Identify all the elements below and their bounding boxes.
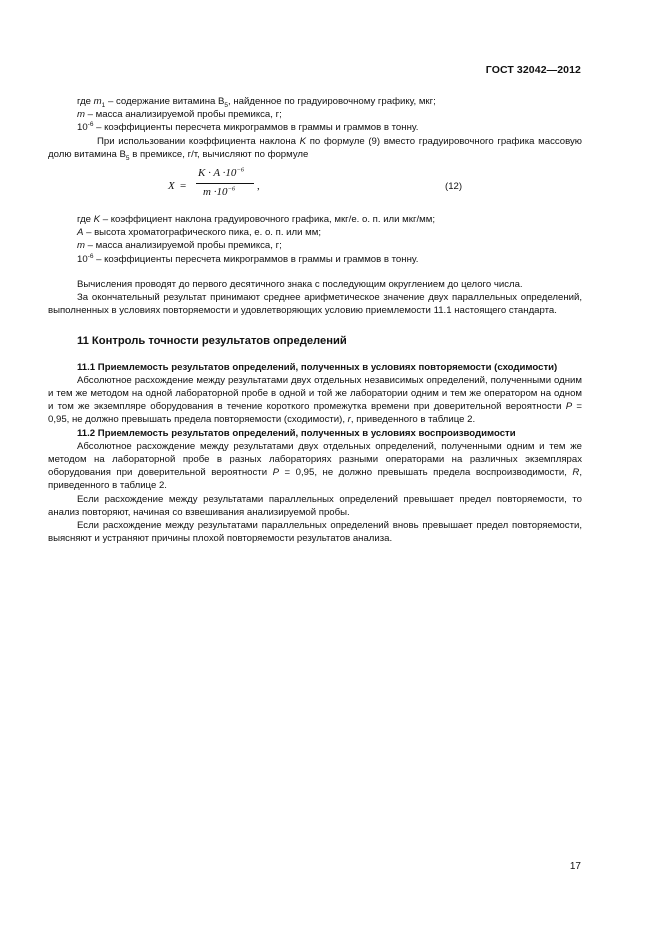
subscript: 1 xyxy=(101,101,106,109)
formula-12 xyxy=(77,165,582,209)
paragraph-text: При использовании коэффициента наклона xyxy=(97,135,300,147)
numerator-text: K · A ·10 xyxy=(198,167,237,180)
paragraph-text: по формуле (9) вместо градуировочного графика массовую долю витамина В xyxy=(48,135,582,160)
paragraph-text: в премиксе, г/т, вычисляют по формуле xyxy=(129,148,309,160)
paragraph-text: Абсолютное расхождение между результатами двух отдельных независимых определений, полученными одним и тем же методом на одной лабораторной пробе в одной и той же лаборатории одним и тем же оператором на одном и том же экземпляре оборудования в течение короткого промежутка времени при доверительной вероятности xyxy=(48,374,582,413)
paragraph-repeat-analysis: Если расхождение между результатами параллельных определений превышает предел повторяемости, то анализ повторяют, начиная со взвешивания анализируемой пробы. xyxy=(48,493,582,518)
spacer xyxy=(77,266,582,278)
var-A: A xyxy=(77,227,84,239)
section-title: 11 Контроль точности результатов определений xyxy=(77,335,347,348)
page-number: 17 xyxy=(569,861,581,872)
var-m: m xyxy=(93,96,102,107)
formula-lhs: X xyxy=(168,180,175,193)
coef-base: 10 xyxy=(77,122,88,134)
paragraph-text: , приведенного в таблице 2. xyxy=(350,414,476,426)
superscript: -6 xyxy=(87,252,94,260)
formula-numerator xyxy=(198,167,244,180)
paragraph-final-result: За окончательный результат принимают среднее арифметическое значение двух параллельных определений, выполненных в условиях повторяемости и удовлетворяющих условию приемлемости 11.1 настоящего стандарта. xyxy=(48,292,582,317)
definition-text: – содержание витамина В xyxy=(105,96,225,107)
where-line-A xyxy=(77,226,582,239)
paragraph-text: , приведенного в таблице 2. xyxy=(48,467,582,492)
subscript: 5 xyxy=(125,154,130,162)
definition-text: – масса анализируемой пробы премикса, г; xyxy=(85,240,282,252)
var-P: P xyxy=(272,467,279,479)
subscript: 5 xyxy=(224,101,229,109)
superscript: −6 xyxy=(236,166,245,174)
fraction-bar xyxy=(196,183,254,184)
page-body xyxy=(48,95,582,545)
formula-number: (12) xyxy=(445,181,463,193)
paragraph-text: = 0,95, не должно превышать предела повторяемости (сходимости), xyxy=(48,401,582,426)
paragraph-reproducibility xyxy=(48,440,582,493)
definition-text: , найденное по градуировочному графику, мкг; xyxy=(228,96,436,107)
formula-comma: , xyxy=(257,180,260,193)
var-K: K xyxy=(299,135,307,147)
paragraph-eliminate-causes: Если расхождение между результатами параллельных определений вновь превышает предел повторяемости, выясняют и устраняют причины плохой повторяемости результатов анализа. xyxy=(48,520,582,545)
definition-text: – масса анализируемой пробы премикса, г; xyxy=(85,109,282,121)
coef-base: 10 xyxy=(77,253,88,265)
where-line-coef xyxy=(77,121,582,134)
paragraph-rounding: Вычисления проводят до первого десятичного знака с последующим округлением до целого числа. xyxy=(77,278,523,290)
where-line-coef2 xyxy=(77,253,582,266)
var-m: m xyxy=(77,240,85,252)
var-K: K xyxy=(93,214,101,226)
document-number: ГОСТ 32042—2012 xyxy=(485,64,581,76)
definition-text: – коэффициент наклона градуировочного графика, мкг/е. о. п. или мкг/мм; xyxy=(100,214,435,226)
paragraph-text: Абсолютное расхождение между результатами двух отдельных определений, полученными одним и тем же методом на лабораторной пробе в разных лабораториях разными операторами на различных экземплярах оборудования при доверительной вероятности xyxy=(48,440,582,479)
subsection-title-11-1: 11.1 Приемлемость результатов определений, полученных в условиях повторяемости (сходимости) xyxy=(77,361,558,373)
where-word: где xyxy=(77,96,94,107)
definition-text: – коэффициенты пересчета микрограммов в граммы и граммов в тонну. xyxy=(93,253,419,265)
var-m: m xyxy=(77,109,85,121)
superscript: −6 xyxy=(227,185,236,193)
superscript: -6 xyxy=(87,121,94,129)
var-P: P xyxy=(565,401,573,413)
where-line-m1 xyxy=(77,95,582,108)
definition-text: – коэффициенты пересчета микрограммов в граммы и граммов в тонну. xyxy=(93,122,419,134)
definition-text: – высота хроматографического пика, е. о. п. или мм; xyxy=(83,227,322,239)
formula-equals: = xyxy=(180,180,187,193)
var-r: r xyxy=(347,414,351,426)
subsection-title-11-2: 11.2 Приемлемость результатов определений, полученных в условиях воспроизводимости xyxy=(77,427,516,439)
paragraph-repeatability xyxy=(48,374,582,427)
where-word: где xyxy=(77,214,94,226)
paragraph-slope xyxy=(48,135,582,161)
denominator-text: m ·10 xyxy=(203,186,228,199)
where-line-K xyxy=(77,213,582,226)
where-line-m xyxy=(77,108,582,121)
formula-denominator xyxy=(203,186,235,199)
where-line-m2 xyxy=(77,239,582,252)
var-R: R xyxy=(572,467,580,479)
paragraph-text: = 0,95, не должно превышать предела воспроизводимости, xyxy=(279,467,573,479)
